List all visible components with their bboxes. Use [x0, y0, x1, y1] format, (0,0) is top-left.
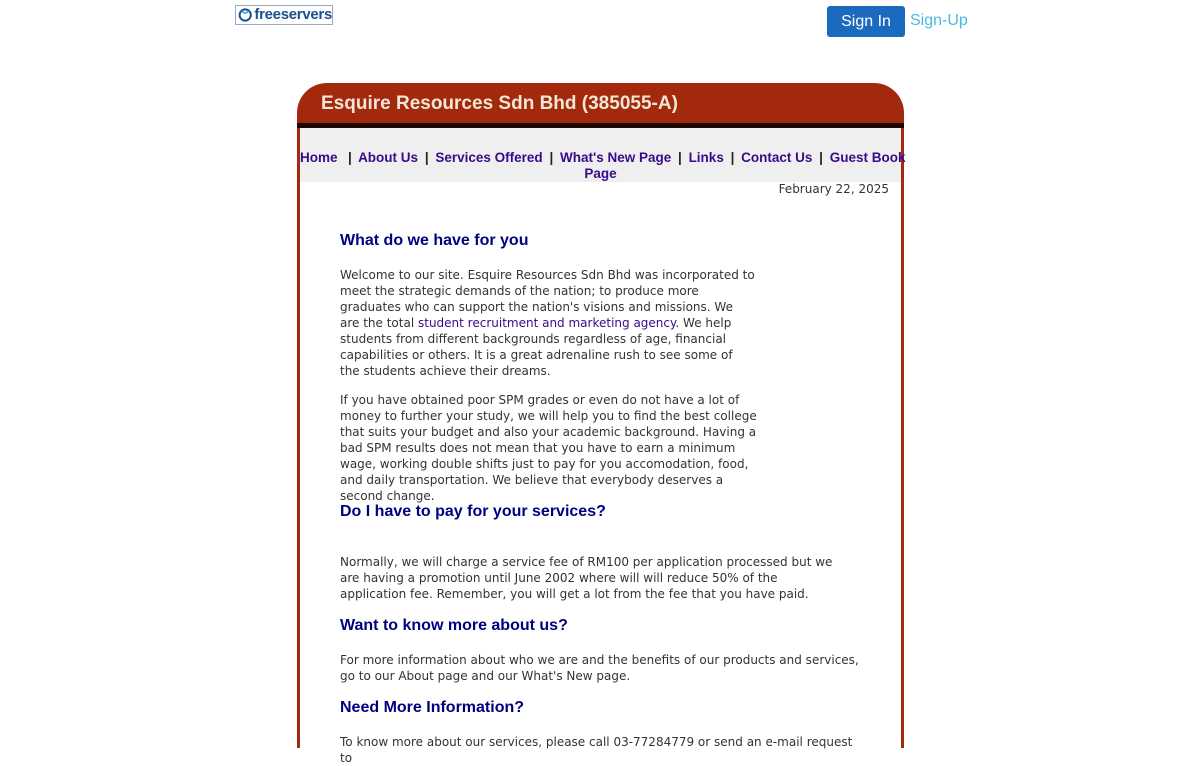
logo-text: freeservers [254, 6, 332, 23]
about-paragraph: For more information about who we are and the benefits of our products and services, go to our About page and our What's New page. [340, 653, 859, 683]
nav-guest-book[interactable]: Guest Book [829, 150, 906, 165]
nav-separator: | [424, 150, 429, 165]
contact-paragraph: To know more about our services, please call 03-77284779 or send an e-mail request to [340, 735, 853, 765]
nav-bar [300, 128, 906, 182]
nav-line-1 [300, 150, 906, 165]
recruitment-agency-link[interactable]: student recruitment and marketing agency [417, 316, 676, 330]
nav-contact-us[interactable]: Contact Us [741, 150, 813, 165]
section-heading: Want to know more about us? [340, 617, 568, 634]
site-header [297, 83, 904, 126]
section-heading: What do we have for you [340, 232, 529, 249]
nav-separator: | [549, 150, 554, 165]
nav-about-us[interactable]: About Us [358, 150, 419, 165]
current-date: February 22, 2025 [778, 182, 889, 196]
sign-up-link[interactable]: Sign-Up [910, 12, 968, 29]
nav-whats-new[interactable]: What's New Page [560, 150, 672, 165]
content-frame [297, 128, 906, 765]
nav-separator: | [730, 150, 735, 165]
nav-separator: | [344, 150, 352, 165]
nav-line-2 [300, 166, 901, 181]
site-title: Esquire Resources Sdn Bhd (385055-A) [321, 93, 678, 114]
spm-paragraph: If you have obtained poor SPM grades or even do not have a lot of money to further your study, we will help you to find the best college that suits your budget and also your academic background. Having a bad SPM results does not mean that you have to earn a minimum wage, working double shifts just to pay for you accomodation, food, and daily transportation. We believe that everybody deserves a second change. [340, 393, 757, 503]
freeservers-logo[interactable] [235, 5, 333, 25]
nav-services-offered[interactable]: Services Offered [435, 150, 543, 165]
nav-links[interactable]: Links [688, 150, 724, 165]
nav-home[interactable]: Home [300, 150, 338, 165]
intro-paragraph: Welcome to our site. Esquire Resources Sdn Bhd was incorporated to meet the strategic demands of the nation; to produce more graduates who can support the nation's visions and missions. We are the total student recruitment and marketing agency. We help students from different backgrounds regardless of age, financial capabilities or others. It is a great adrenaline rush to see some of the students achieve their dreams. [340, 268, 755, 378]
fee-paragraph: Normally, we will charge a service fee of RM100 per application processed but we are having a promotion until June 2002 where will will reduce 50% of the application fee. Remember, you will get a lot from the fee that you have paid. [340, 555, 833, 601]
nav-guest-book-page[interactable]: Page [584, 166, 617, 181]
section-heading: Need More Information? [340, 699, 525, 716]
section-heading: Do I have to pay for your services? [340, 503, 606, 520]
nav-separator: | [819, 150, 823, 165]
freeservers-swirl-icon [238, 6, 252, 24]
nav-separator: | [678, 150, 682, 165]
sign-in-button[interactable]: Sign In [827, 6, 905, 37]
